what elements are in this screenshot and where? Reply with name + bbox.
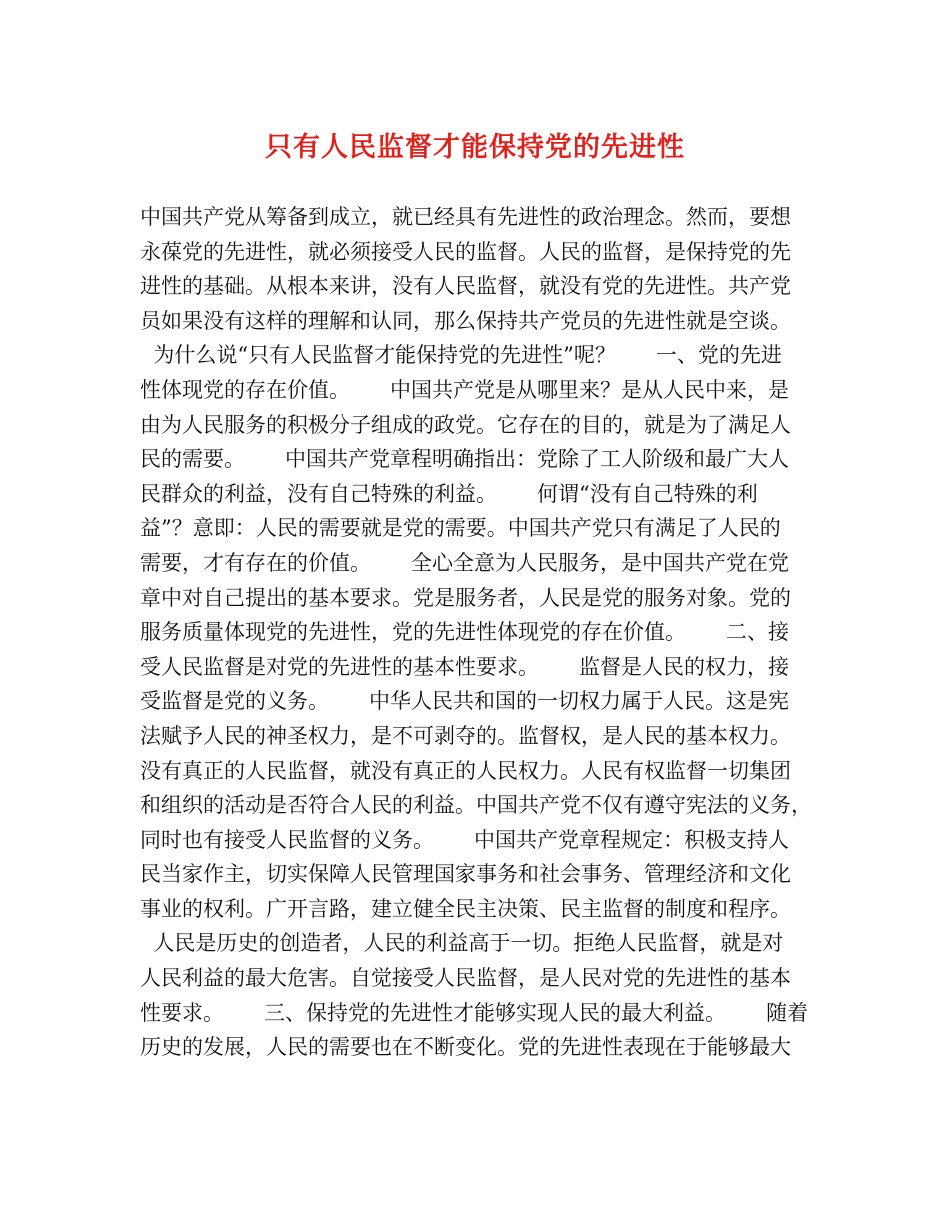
text-line: 人民是历史的创造者，人民的利益高于一切。拒绝人民监督，就是对 xyxy=(140,931,784,956)
text-line: 事业的权利。广开言路，建立健全民主决策、民主监督的制度和程序。 xyxy=(140,896,791,921)
text-line: 进性的基础。从根本来讲，没有人民监督，就没有党的先进性。共产党 xyxy=(140,274,791,299)
page-title: 只有人民监督才能保持党的先进性 xyxy=(265,132,685,163)
text-line: 受人民监督是对党的先进性的基本性要求。 监督是人民的权力，接 xyxy=(140,654,790,679)
text-line: 没有真正的人民监督，就没有真正的人民权力。人民有权监督一切集团 xyxy=(140,758,791,783)
text-line: 永葆党的先进性，就必须接受人民的监督。人民的监督，是保持党的先 xyxy=(140,239,791,264)
text-line: 服务质量体现党的先进性，党的先进性体现党的存在价值。 二、接 xyxy=(140,620,790,645)
text-line: 员如果没有这样的理解和认同，那么保持共产党员的先进性就是空谈。 xyxy=(140,308,791,333)
text-line: 民的需要。 中国共产党章程明确指出：党除了工人阶级和最广大人 xyxy=(140,447,790,472)
text-line: 为什么说“只有人民监督才能保持党的先进性”呢？ 一、党的先进 xyxy=(140,343,782,368)
text-line: 性要求。 三、保持党的先进性才能够实现人民的最大利益。 随着 xyxy=(140,1000,809,1025)
text-line: 章中对自己提出的基本要求。党是服务者，人民是党的服务对象。党的 xyxy=(140,585,791,610)
text-line: 需要，才有存在的价值。 全心全意为人民服务，是中国共产党在党 xyxy=(140,550,790,575)
text-line: 法赋予人民的神圣权力，是不可剥夺的。监督权，是人民的基本权力。 xyxy=(140,723,791,748)
text-line: 人民利益的最大危害。自觉接受人民监督，是人民对党的先进性的基本 xyxy=(140,966,791,991)
text-line: 历史的发展，人民的需要也在不断变化。党的先进性表现在于能够最大 xyxy=(140,1035,791,1060)
text-line: 性体现党的存在价值。 中国共产党是从哪里来？是从人民中来，是 xyxy=(140,377,790,402)
body-text xyxy=(140,200,820,1065)
text-line: 中国共产党从筹备到成立，就已经具有先进性的政治理念。然而，要想 xyxy=(140,205,791,229)
text-line: 同时也有接受人民监督的义务。 中国共产党章程规定：积极支持人 xyxy=(140,827,790,852)
text-line: 益”？意即：人民的需要就是党的需要。中国共产党只有满足了人民的 xyxy=(140,516,781,541)
text-line: 民群众的利益，没有自己特殊的利益。 何谓“没有自己特殊的利 xyxy=(140,481,758,506)
text-line: 民当家作主，切实保障人民管理国家事务和社会事务、管理经济和文化 xyxy=(140,862,791,887)
text-line: 由为人民服务的积极分子组成的政党。它存在的目的，就是为了满足人 xyxy=(140,412,791,437)
text-line: 和组织的活动是否符合人民的利益。中国共产党不仅有遵守宪法的义务， xyxy=(140,793,812,818)
text-line: 受监督是党的义务。 中华人民共和国的一切权力属于人民。这是宪 xyxy=(140,689,790,714)
